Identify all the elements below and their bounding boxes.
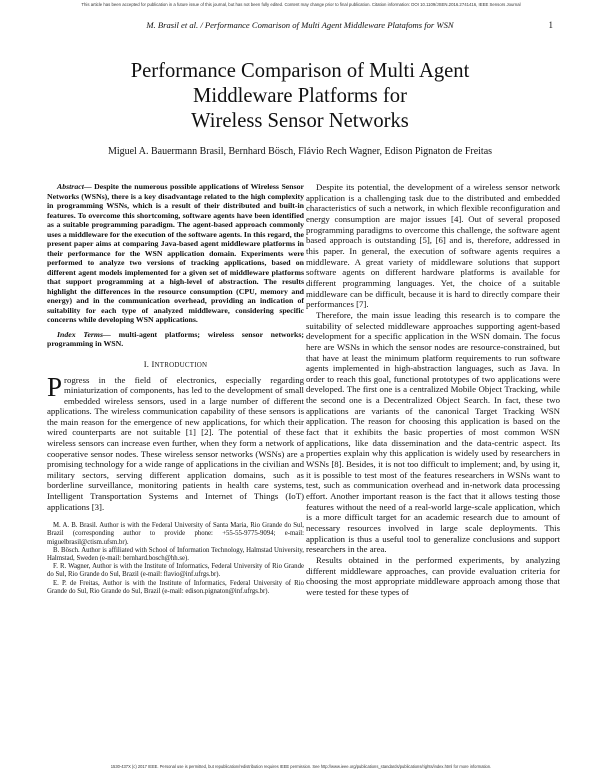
page-number: 1	[548, 20, 553, 30]
footnote: E. P. de Freitas, Author is with the Institute of Informatics, Federal University of Rio Grande do Sul, Rio Grande do Sul, Brazil (e-mail: edison.pignaton@inf.ufrgs.br).	[47, 579, 304, 595]
author-footnotes	[47, 522, 304, 596]
footnote: M. A. B. Brasil. Author is with the Federal University of Santa Maria, Rio Grande do Sul, Brazil (corresponding author to provide phone: +55-55-9775-9094; e-mail: miguelbrasil@ctism.ufsm.br).	[47, 522, 304, 546]
body-paragraph: Despite its potential, the development of a wireless sensor network application is a challenging task due to the distributed and embedded characteristics of such a network, in which flexible reconfiguration and energy consumption are major issues [4]. Out of several proposed programming paradigms to overcome this challenge, the software agent based approach is outstanding [5], [6] and is, therefore, addressed in this paper. In general, the execution of software agents requires a middleware. A great variety of middleware solutions that support software agents on different hardware platforms is available for different programming languages. Yet, the choice of a suitable middleware can be difficult, because it is hard to directly compare their performances [7].	[306, 182, 560, 310]
section-numeral: I.	[143, 358, 152, 369]
intro-text: rogress in the field of electronics, especially regarding miniaturization of components, has led to the development of small embedded wireless sensors, used in a large number of different applications. The wireless communication capability of these sensors is the main reason for the emergence of new applications, for which their wired counterparts are not suitable [1] [2]. The potential of these wireless sensors can increase even further, when they form a network of cooperative sensor nodes. These wireless sensor networks (WSNs) are a promising technology for a wide range of applications in the civilian and military sectors, serving different application domains, such as borderline surveillance, monitoring patients in health care systems, Intelligent Transportation Systems and Internet of Things (IoT) applications [3].	[47, 374, 304, 512]
section-initial: I	[151, 358, 155, 369]
drop-cap: P	[47, 371, 63, 402]
title-line: Middleware Platforms for	[193, 85, 407, 107]
body-paragraph: Therefore, the main issue leading this research is to compare the suitability of selected middleware approaches supporting agent-based development for a specific application in the WSN domain. The focus here are WSNs in which the sensor nodes are resource-constrained, but that have at least the minimum platform requirements to run software agents implemented in high-abstraction languages, such as Java. In order to reach this goal, functional prototypes of two applications were developed. The first one is a centralized Mobile Object Tracking, while the second one is a Decentralized Object Search. In fact, these two applications are variants of the canonical Target Tracking WSN application. The reason for choosing this application is based on the fact that it exhibits the basic properties of most common WSN applications, like data dissemination and the data-centric aspect. Its properties explain why this application is widely used by researchers in WSNs [8]. Besides, it is not too difficult to implement; and, by using it, it is possible to test most of the features researchers in WSNs want to test, such as communication overhead and in-network data processing effort. Another important reason is the fact that it allows testing those features without the need of a real-world large-scale application, which is a more difficult target for an academic research due to amount of necessary resources involved in large scale deployments. This application is thus a useful tool to generalize conclusions and support researchers in the area.	[306, 309, 560, 555]
index-terms-label: Index Terms—	[57, 329, 111, 339]
abstract-label: Abstract—	[57, 182, 92, 191]
copyright-footer: 1530-437X (c) 2017 IEEE. Personal use is permitted, but republication/redistribution requires IEEE permission. See http://www.ieee.org/publications_standards/publications/rights/index.html for more information.	[110, 764, 492, 769]
title-line: Performance Comparison of Multi Agent	[130, 60, 470, 82]
body-paragraph: Results obtained in the performed experiments, by analyzing different middleware approaches, can provide evaluation criteria for choosing the most appropriate middleware approach among those that were tested for these types of	[306, 554, 560, 597]
left-column	[47, 182, 304, 596]
footnote: F. R. Wagner, Author is with the Institute of Informatics, Federal University of Rio Grande do Sul, Rio Grande do Sul, Brazil (e-mail: flavio@inf.ufrgs.br).	[47, 563, 304, 579]
intro-paragraph	[47, 371, 304, 513]
section-title-rest: NTRODUCTION	[154, 360, 208, 369]
right-column	[306, 182, 560, 598]
title-line: Wireless Sensor Networks	[191, 110, 409, 132]
author-list: Miguel A. Bauermann Brasil, Bernhard Bösch, Flávio Rech Wagner, Edison Pignaton de Freitas	[107, 146, 493, 157]
index-terms-text: multi-agent platforms; wireless sensor networks; programming in WSN.	[47, 329, 305, 348]
running-header: M. Brasil et al. / Performance Comarison of Multi Agent Middleware Platafoms for WSN	[146, 20, 454, 30]
abstract	[47, 182, 304, 325]
section-heading	[47, 359, 304, 369]
index-terms	[47, 330, 304, 349]
footnote: B. Bösch. Author is affiliated with School of Information Technology, Halmstad University, Halmstad, Sweden (e-mail: bernhard.bosch@hh.se).	[47, 546, 304, 563]
publication-notice: This article has been accepted for publication in a future issue of this journal, but has not been fully edited. Content may change prior to final publication. Citation information: DOI 10.1109/JSEN.2016.2741416, IEEE Sensors Journal	[81, 2, 521, 7]
paper-title	[50, 59, 550, 134]
abstract-text: Despite the numerous possible applications of Wireless Sensor Networks (WSNs), there is a key disadvantage related to the high complexity in programming WSNs, which is a result of their distributed and built-in features. To overcome this shortcoming, software agents have been identified as a suitable programming paradigm. The agent-based approach commonly uses a middleware for the execution of the software agents. In this regard, the present paper aims at comparing Java-based agent middleware platforms in their performance for the WSN application domain. Experiments were performed to analyze two versions of tracking applications, based on different agent models implemented for a given set of middleware platforms that support programming at a high-level of abstraction. The results highlight the differences in the resource consumption (CPU, memory and energy) and in the communication overhead, providing an indication of suitability for each type of analyzed middleware, considering specific concerns while developing WSN applications.	[47, 182, 304, 324]
